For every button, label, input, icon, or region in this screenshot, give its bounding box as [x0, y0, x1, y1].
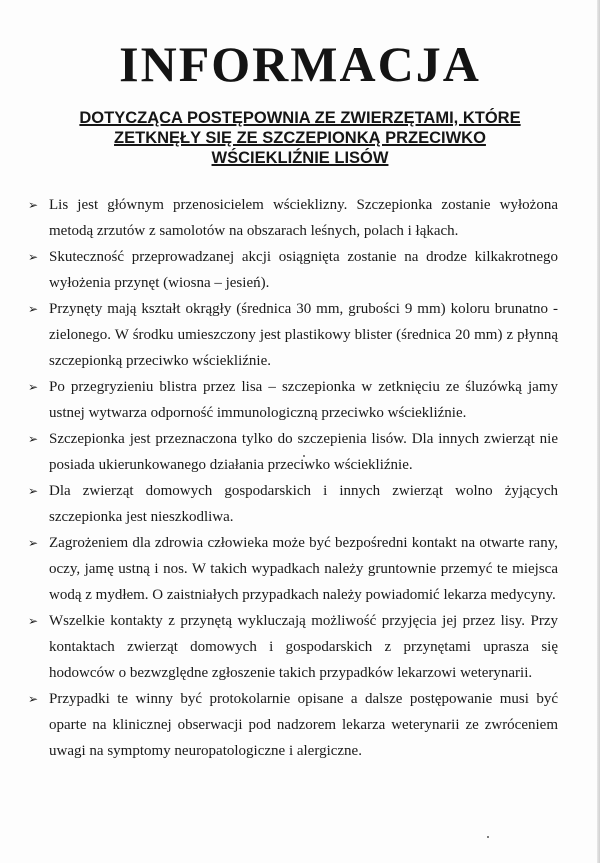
document-subtitle: [20, 108, 580, 168]
list-item-text: Przypadki te winny być protokolarnie opisane a dalsze postępowanie musi być oparte na klinicznej obserwacji pod nadzorem lekarza weterynarii ze zwróceniem uwagi na symptomy neuropatologiczne i alergiczne.: [49, 691, 558, 759]
subtitle-line-3: WŚCIEKLIŹNIE LISÓW: [211, 149, 389, 167]
list-item-text: Przynęty mają kształt okrągły (średnica 30 mm, grubości 9 mm) koloru brunatno - zielonego. W środku umieszczony jest plastikowy blister (średnica 20 mm) z płynną szczepionką przeciwko wściekliźnie.: [49, 301, 558, 369]
list-item: [28, 686, 558, 764]
list-item: [28, 478, 558, 530]
arrow-bullet-icon: ➢: [28, 432, 39, 446]
list-item-text: Dla zwierząt domowych gospodarskich i innych zwierząt wolno żyjących szczepionka jest nieszkodliwa.: [49, 483, 558, 525]
list-item: [28, 426, 558, 478]
list-item: [28, 530, 558, 608]
scan-speck: [303, 455, 305, 457]
list-item-text: Skuteczność przeprowadzanej akcji osiągnięta zostanie na drodze kilkakrotnego wyłożenia przynęt (wiosna – jesień).: [49, 249, 558, 291]
information-list: [28, 192, 558, 764]
list-item-text: Po przegryzieniu blistra przez lisa – szczepionka w zetknięciu ze śluzówką jamy ustnej wytwarza odporność immunologiczną przeciwko wściekliźnie.: [49, 379, 558, 421]
list-item-text: Wszelkie kontakty z przynętą wykluczają możliwość przyjęcia jej przez lisy. Przy kontaktach zwierząt domowych i gospodarskich z przynętami uprasza się hodowców o bezwzględne zgłoszenie takich przypadków lekarzowi weterynarii.: [49, 613, 558, 681]
list-item: [28, 192, 558, 244]
list-item-text: Lis jest głównym przenosicielem wścieklizny. Szczepionka zostanie wyłożona metodą zrzutów z samolotów na obszarach leśnych, polach i łąkach.: [49, 197, 558, 239]
list-item: [28, 608, 558, 686]
arrow-bullet-icon: ➢: [28, 250, 39, 264]
arrow-bullet-icon: ➢: [28, 198, 39, 212]
arrow-bullet-icon: ➢: [28, 692, 39, 706]
list-item: [28, 296, 558, 374]
list-item: [28, 244, 558, 296]
arrow-bullet-icon: ➢: [28, 536, 39, 550]
scan-speck: [487, 836, 489, 838]
subtitle-line-2: ZETKNĘŁY SIĘ ZE SZCZEPIONKĄ PRZECIWKO: [114, 129, 486, 147]
document-title: INFORMACJA: [119, 36, 481, 92]
arrow-bullet-icon: ➢: [28, 614, 39, 628]
subtitle-line-1: DOTYCZĄCA POSTĘPOWNIA ZE ZWIERZĘTAMI, KTÓRE: [79, 109, 521, 127]
arrow-bullet-icon: ➢: [28, 484, 39, 498]
list-item-text: Szczepionka jest przeznaczona tylko do szczepienia lisów. Dla innych zwierząt nie posiada ukierunkowanego działania przeciwko wściekliźnie.: [49, 431, 558, 473]
list-item: [28, 374, 558, 426]
list-item-text: Zagrożeniem dla zdrowia człowieka może być bezpośredni kontakt na otwarte rany, oczy, jamę ustną i nos. W takich wypadkach należy gruntownie przemyć te miejsca wodą z mydłem. O zaistniałych przypadkach należy powiadomić lekarza medycyny.: [49, 535, 558, 603]
arrow-bullet-icon: ➢: [28, 302, 39, 316]
arrow-bullet-icon: ➢: [28, 380, 39, 394]
